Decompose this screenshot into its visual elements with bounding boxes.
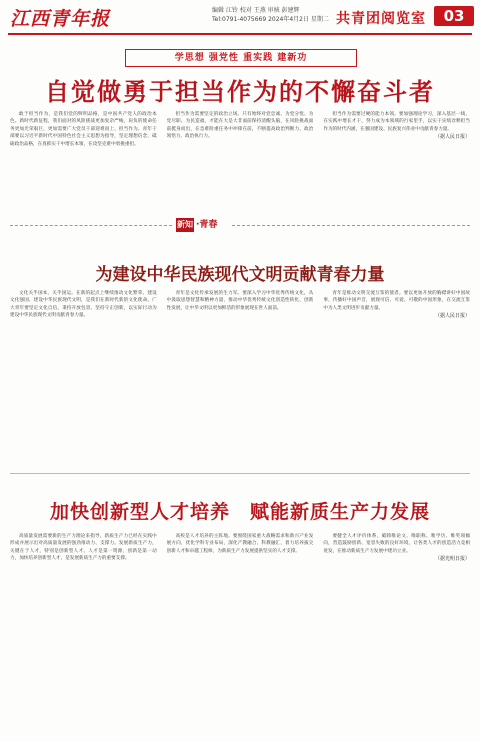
article1-title: 自觉做勇于担当作为的不懈奋斗者 [45,78,435,106]
article1-body [10,111,470,197]
section-divider [10,218,470,232]
section-title: 共青团阅览室 [336,11,426,27]
article2-paragraph [323,290,470,420]
divider-line-right [232,225,470,226]
article3-body [10,533,470,735]
article3-paragraph: 高校是人才培养的主阵地。要围绕国家重大战略需求和新兴产业发展方向，优化学科专业布局，深化产教融合、科教融汇，着力培养拔尖创新人才和卓越工程师，为新质生产力发展提供坚实的人才支撑。 [166,534,314,554]
column-badge-sub: ·青春 [196,220,218,230]
editor-line: 编辑 江铃 校对 王燕 审核 彭建辉 [212,7,300,14]
article1-kicker: 学思想 强党性 重实践 建新功 [125,49,357,67]
article1-paragraph-text: 担当作为需要过硬的能力本领。要加强理论学习，深入基层一线，在实践中增长才干，努力成为本领域的行家里手，以实干实绩诠释担当作为的时代内涵，在强国建设、民族复兴伟业中贡献青春力量。 [323,112,471,132]
article2-paragraph: 文化关乎国本，关乎国运。在新的起点上继续推动文化繁荣、建设文化强国、建设中华民族现代文明，是我们在新时代新的文化使命。广大青年要坚定文化自信，秉持开放包容，坚持守正创新，以实际行动为建设中华民族现代文明贡献青春力量。 [10,291,157,319]
article3-paragraph [323,533,470,735]
article3-byline: （据光明日报） [435,556,471,563]
article1-byline: （据人民日报） [435,134,471,141]
article2-paragraph-text: 青年是推动文明交流互鉴的使者。要以更加开放的胸襟讲好中国故事，传播好中国声音，展现可信、可爱、可敬的中国形象，在交流互鉴中为人类文明进步贡献力量。 [323,291,471,311]
article1-paragraph: 敢于担当作为，是我们党的鲜明品格，是中国共产党人的政治本色。新时代新征程，我们面对的风险挑战更加复杂严峻，肩负的使命任务更加光荣艰巨，更加需要广大党员干部迎难而上、担当作为。青年干部要以习近平新时代中国特色社会主义思想为指导，坚定理想信念，砥砺政治品格，在真抓实干中增长本领，在攻坚克难中勇挑重担。 [10,112,157,147]
page-number: 03 [434,6,474,26]
top-rule [8,33,472,35]
article2-body [10,290,470,420]
masthead-info [212,6,329,24]
column-badge-main: 新知 [176,218,194,232]
article3-title: 加快创新型人才培养 赋能新质生产力发展 [49,501,430,523]
masthead [0,0,480,42]
article3-paragraph-text: 要健全人才评价体系，破除唯论文、唯职称、唯学历、唯奖项倾向，营造鼓励创新、宽容失败的良好环境，让各类人才的创造活力竞相迸发，在推动新质生产力发展中建功立业。 [323,534,471,554]
newspaper-logo: 江西青年报 [10,8,111,30]
article1-paragraph: 担当作为需要坚定的政治立场。只有始终对党忠诚、为党分忧、为党尽职、为民造福，才能在大是大非面前保持清醒头脑，在风险挑战面前挺身而出，在急难险重任务中冲锋在前，不断提高政治判断力、政治领悟力、政治执行力。 [166,112,314,140]
article3-paragraph: 高质量发展需要新的生产力理论来指导，新质生产力已经在实践中形成并展示出对高质量发展的强劲推动力、支撑力。发展新质生产力，关键在于人才，特别是创新型人才。人才是第一资源，创新是第一动力，加快培养创新型人才，是发展新质生产力的重要支撑。 [10,534,157,562]
divider-line-left [10,225,172,226]
column-badge [176,218,228,232]
article1-paragraph [323,111,470,197]
date-line: Tel:0791-4075669 2024年4月2日 星期二 [212,16,329,23]
article2-paragraph: 青年是文化传承发展的生力军。要深入学习中华优秀传统文化，从中汲取思想智慧和精神力量，推动中华优秀传统文化创造性转化、创新性发展，让中华文明以更加鲜活的形象展现在世人面前。 [166,291,314,311]
article2-byline: （据人民日报） [435,313,471,320]
article2-title: 为建设中华民族现代文明贡献青春力量 [95,265,385,285]
section-separator [10,473,470,474]
